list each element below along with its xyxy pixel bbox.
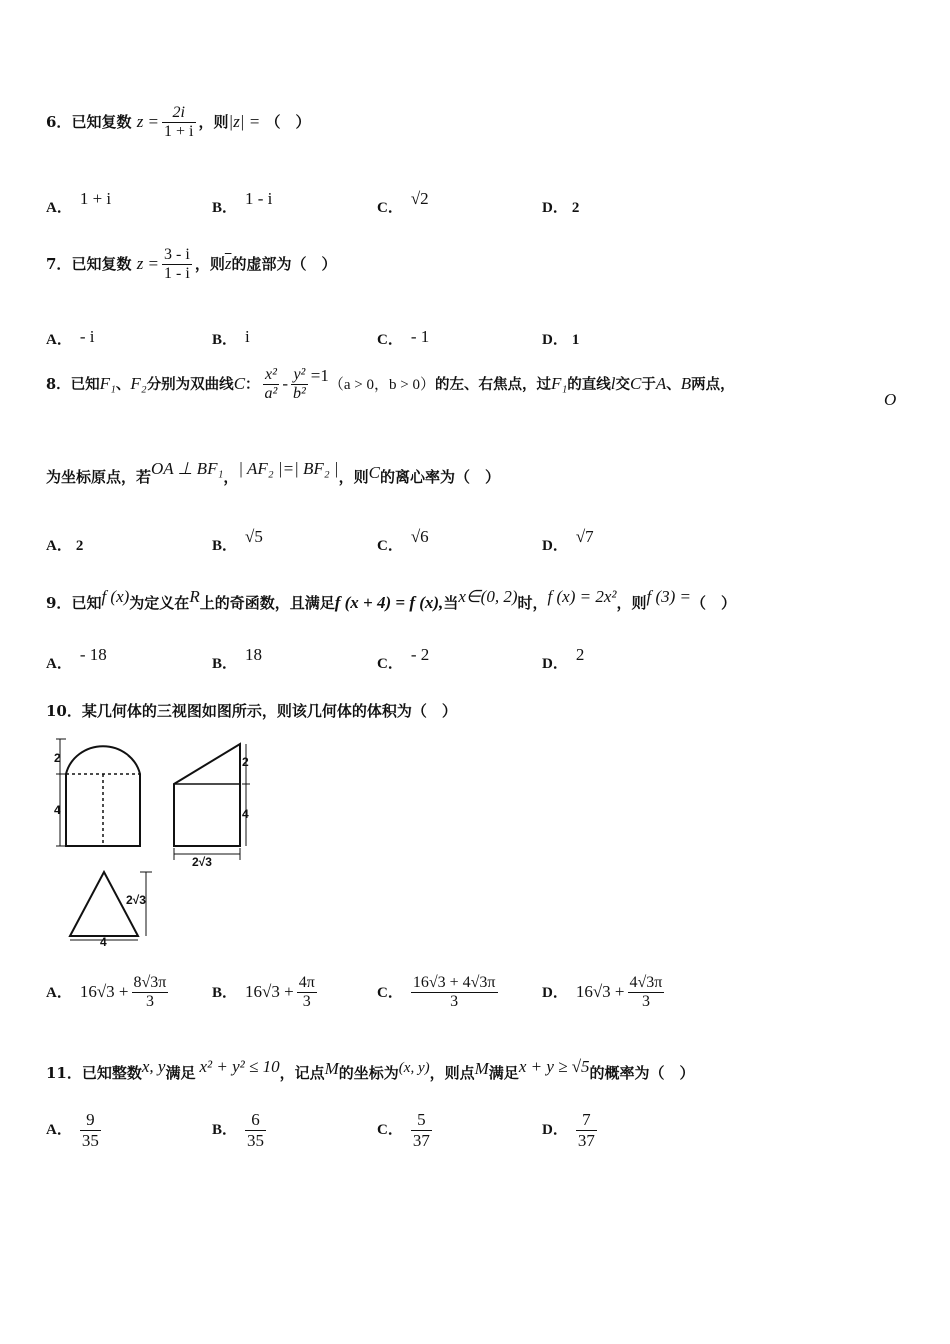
q8-minus: - (282, 373, 288, 393)
option-fraction (132, 974, 169, 1012)
option-label: C． (377, 984, 403, 1001)
q11-option-b[interactable] (212, 1110, 269, 1150)
q10-option-b[interactable] (212, 974, 320, 1012)
question-6 (46, 104, 310, 142)
q11-pt: (x, y) (398, 1060, 430, 1076)
option-fraction (628, 974, 665, 1012)
option-label: D． (542, 984, 568, 1001)
q7-text-mid: ，则 (194, 254, 225, 273)
option-label: A． (46, 538, 72, 554)
option-label: B． (212, 1122, 238, 1139)
frac-top: 4√3π (628, 974, 665, 993)
q8-f1: F₁ (99, 373, 116, 393)
option-label: A． (46, 1122, 72, 1139)
frac-bottom: 37 (577, 1130, 595, 1150)
q6-option-d[interactable] (542, 196, 579, 217)
frac-top: 5 (411, 1110, 432, 1131)
q6-z: z = (136, 111, 160, 131)
q6-frac-bottom: 1 + i (164, 123, 194, 141)
q6-option-a[interactable] (46, 189, 112, 217)
q8-option-a[interactable] (46, 534, 83, 555)
q9-fx: f (x) (101, 587, 130, 606)
q8-text: ，则 (338, 468, 369, 486)
option-label: B． (212, 200, 238, 216)
q9-f3: f (3) = (646, 587, 692, 606)
q8-eq1: =1 (310, 365, 329, 385)
option-label: C． (377, 538, 403, 554)
frac-top: 7 (576, 1110, 597, 1131)
question-9 (46, 587, 737, 613)
option-value: √6 (410, 527, 429, 546)
option-label: A． (46, 200, 72, 216)
option-fraction (297, 974, 317, 1012)
option-term: 16√3 + (79, 981, 129, 1001)
q7-fraction (162, 246, 192, 284)
option-value: i (245, 327, 250, 346)
option-label: B． (212, 984, 238, 1001)
q8-c: C (233, 373, 246, 393)
q7-z: z = (136, 253, 160, 273)
q9-text: 为定义在 (129, 594, 190, 612)
q9-text: 当 (443, 594, 459, 612)
q11-option-a[interactable] (46, 1110, 104, 1150)
q11-cond: x + y ≥ √5 (518, 1057, 590, 1076)
q6-text-mid: ，则 (198, 112, 229, 131)
q7-frac-top: 3 - i (162, 246, 192, 265)
q7-text-post: 的虚部为（ ） (231, 254, 337, 273)
q8-text: 的左、右焦点，过 (434, 375, 551, 393)
frac-bottom: 3 (450, 993, 459, 1011)
q8-text: 的直线 (567, 375, 611, 393)
q11-xy: x, y (141, 1057, 166, 1076)
option-term: 16√3 + (245, 981, 294, 1001)
q8-text: 为坐标原点，若 (46, 468, 152, 486)
q8-comma: ， (223, 468, 239, 486)
q8-text: 已知 (70, 375, 100, 393)
frac-top: 6 (245, 1110, 266, 1131)
q6-fraction (162, 104, 195, 142)
q8-text: 交 (615, 375, 630, 393)
q9-range: x∈(0, 2) (458, 587, 518, 606)
q8-sep: 、 (666, 375, 681, 393)
q8-a2: a² (264, 385, 278, 403)
top-dim-height: 2√3 (126, 893, 146, 907)
option-value: - 18 (79, 645, 107, 664)
q11-text: 的坐标为 (338, 1064, 399, 1082)
question-8 (46, 366, 735, 404)
frac-bottom: 37 (412, 1130, 430, 1150)
q8-origin-o (884, 390, 896, 410)
q7-option-a[interactable] (46, 328, 94, 349)
frac-top: 9 (80, 1110, 101, 1131)
q11-text: 的概率为（ ） (589, 1064, 695, 1082)
q8-eqlen: | AF₂ |=| BF₂ | (238, 459, 339, 478)
q6-frac-top: 2i (162, 104, 195, 123)
option-label: C． (377, 1122, 403, 1139)
option-fraction (411, 1110, 432, 1150)
q8-sep: 、 (115, 375, 131, 393)
q7-frac-bottom: 1 - i (164, 265, 190, 283)
q9-def: f (x) = 2x² (547, 587, 617, 606)
q11-option-c[interactable] (377, 1110, 435, 1150)
q8-a: A (655, 373, 667, 393)
q9-number: 9． (46, 594, 72, 612)
q8-perp: OA ⊥ BF₁ (151, 459, 224, 478)
q9-cond: f (x + 4) = f (x), (334, 593, 444, 612)
q11-ineq: x² + y² ≤ 10 (199, 1057, 280, 1076)
frac-top: 16√3 + 4√3π (411, 974, 498, 993)
option-label: D． (542, 538, 568, 554)
frac-top: 4π (297, 974, 317, 993)
q7-option-c[interactable] (377, 328, 429, 349)
q8-b: B (680, 373, 692, 393)
question-7 (46, 246, 336, 284)
q8-f1: F₁ (550, 373, 568, 393)
q8-text: 两点， (691, 375, 735, 393)
q11-text: 满足 (488, 1064, 519, 1082)
q11-m: M (474, 1059, 489, 1078)
q6-text-post: （ ） (265, 112, 311, 131)
option-value: √5 (245, 527, 263, 546)
option-fraction (411, 974, 498, 1012)
q9-option-b[interactable] (212, 645, 263, 673)
q9-text: ，则 (616, 594, 647, 612)
option-value: 2 (75, 538, 84, 554)
q8-text: 于 (641, 375, 656, 393)
q8-x2: x² (263, 366, 280, 385)
option-label: D． (542, 1122, 568, 1139)
question-10 (46, 700, 457, 721)
option-label: D． (542, 200, 568, 216)
frac-bottom: 35 (81, 1130, 99, 1150)
q9-option-a[interactable] (46, 645, 107, 673)
q11-text: ，则点 (429, 1064, 475, 1082)
q8-colon: ： (245, 375, 260, 393)
option-label: D． (542, 332, 568, 348)
option-label: C． (377, 332, 403, 348)
q8-y2: y² (291, 366, 308, 385)
q9-option-d[interactable] (542, 645, 585, 673)
q6-abs-z: |z| = (228, 111, 261, 131)
q9-text: 上的奇函数，且满足 (199, 594, 335, 612)
q9-r: R (189, 587, 200, 606)
option-label: D． (542, 656, 568, 672)
option-label: B． (212, 332, 238, 348)
q8-f2: F₂ (130, 373, 147, 393)
q11-text: 已知整数 (81, 1064, 142, 1082)
option-value: - 2 (410, 645, 430, 664)
q8-c: C (630, 373, 642, 393)
q11-number: 11． (46, 1064, 82, 1082)
option-value: 2 (571, 200, 580, 216)
option-label: A． (46, 332, 72, 348)
three-view-figure (46, 734, 266, 950)
q8-c: C (368, 463, 380, 482)
option-value: 1 (571, 332, 580, 348)
option-value: 2 (575, 645, 585, 664)
option-label: B． (212, 656, 238, 672)
q11-text: ，记点 (279, 1064, 325, 1082)
q8-o: O (884, 390, 897, 409)
q8-option-b[interactable] (212, 527, 263, 555)
q10-text: 10．某几何体的三视图如图所示，则该几何体的体积为（ ） (46, 702, 457, 720)
front-dim-top: 2 (54, 751, 61, 765)
side-dim-side: 4 (242, 807, 249, 821)
q10-option-c[interactable] (377, 974, 501, 1012)
q9-text: 时， (517, 594, 548, 612)
option-fraction (245, 1110, 266, 1150)
option-label: A． (46, 984, 72, 1001)
question-8-line2 (46, 459, 500, 487)
option-value: - 1 (410, 327, 430, 346)
side-dim-top: 2 (242, 755, 249, 769)
option-fraction (80, 1110, 101, 1150)
q8-number: 8． (46, 375, 71, 393)
frac-bottom: 3 (641, 993, 650, 1011)
option-value: - i (79, 327, 95, 346)
option-label: B． (212, 538, 238, 554)
frac-top: 8√3π (132, 974, 169, 993)
frac-bottom: 35 (247, 1130, 265, 1150)
front-dim-side: 4 (54, 803, 61, 817)
option-label: C． (377, 200, 403, 216)
option-label: C． (377, 656, 403, 672)
q6-text-pre: 已知复数 (71, 112, 132, 131)
q6-number: 6． (46, 112, 72, 131)
q11-m: M (324, 1059, 339, 1078)
option-value: √2 (410, 189, 429, 208)
q7-option-d[interactable] (542, 328, 579, 349)
q8-option-c[interactable] (377, 527, 429, 555)
q9-text: （ ） (691, 594, 737, 612)
q8-cond: （a > 0，b > 0） (328, 376, 435, 393)
option-value: 1 + i (79, 189, 112, 208)
q7-z-bar: $\overline{z}$ (224, 253, 232, 273)
q10-option-a[interactable] (46, 974, 171, 1012)
q11-option-d[interactable] (542, 1110, 600, 1150)
q9-option-c[interactable] (377, 645, 430, 673)
frac-bottom: 3 (302, 993, 311, 1011)
side-view (174, 744, 250, 860)
frac-bottom: 3 (145, 993, 154, 1011)
q8-frac-x (263, 366, 280, 404)
q10-option-d[interactable] (542, 974, 667, 1012)
option-fraction (576, 1110, 597, 1150)
q8-b2: b² (293, 385, 306, 403)
q8-l: l (610, 373, 616, 393)
front-view (56, 739, 140, 846)
q7-option-b[interactable] (212, 328, 250, 349)
option-value: 1 - i (245, 189, 273, 208)
question-11 (46, 1057, 695, 1083)
q8-frac-y (291, 366, 308, 404)
q7-text-pre: 已知复数 (71, 254, 132, 273)
top-dim-base: 4 (100, 935, 107, 949)
option-value: √7 (575, 527, 594, 546)
q7-number: 7． (46, 254, 72, 273)
q8-option-d[interactable] (542, 527, 594, 555)
q11-text: 满足 (165, 1064, 196, 1082)
option-term: 16√3 + (575, 981, 625, 1001)
q8-text: 分别为双曲线 (146, 375, 234, 393)
q9-text: 已知 (71, 594, 102, 612)
q6-option-c[interactable] (377, 189, 429, 217)
side-dim-bottom: 2√3 (192, 855, 212, 869)
option-label: A． (46, 656, 72, 672)
q6-option-b[interactable] (212, 189, 273, 217)
q8-text: 的离心率为（ ） (379, 468, 500, 486)
option-value: 18 (245, 645, 263, 664)
